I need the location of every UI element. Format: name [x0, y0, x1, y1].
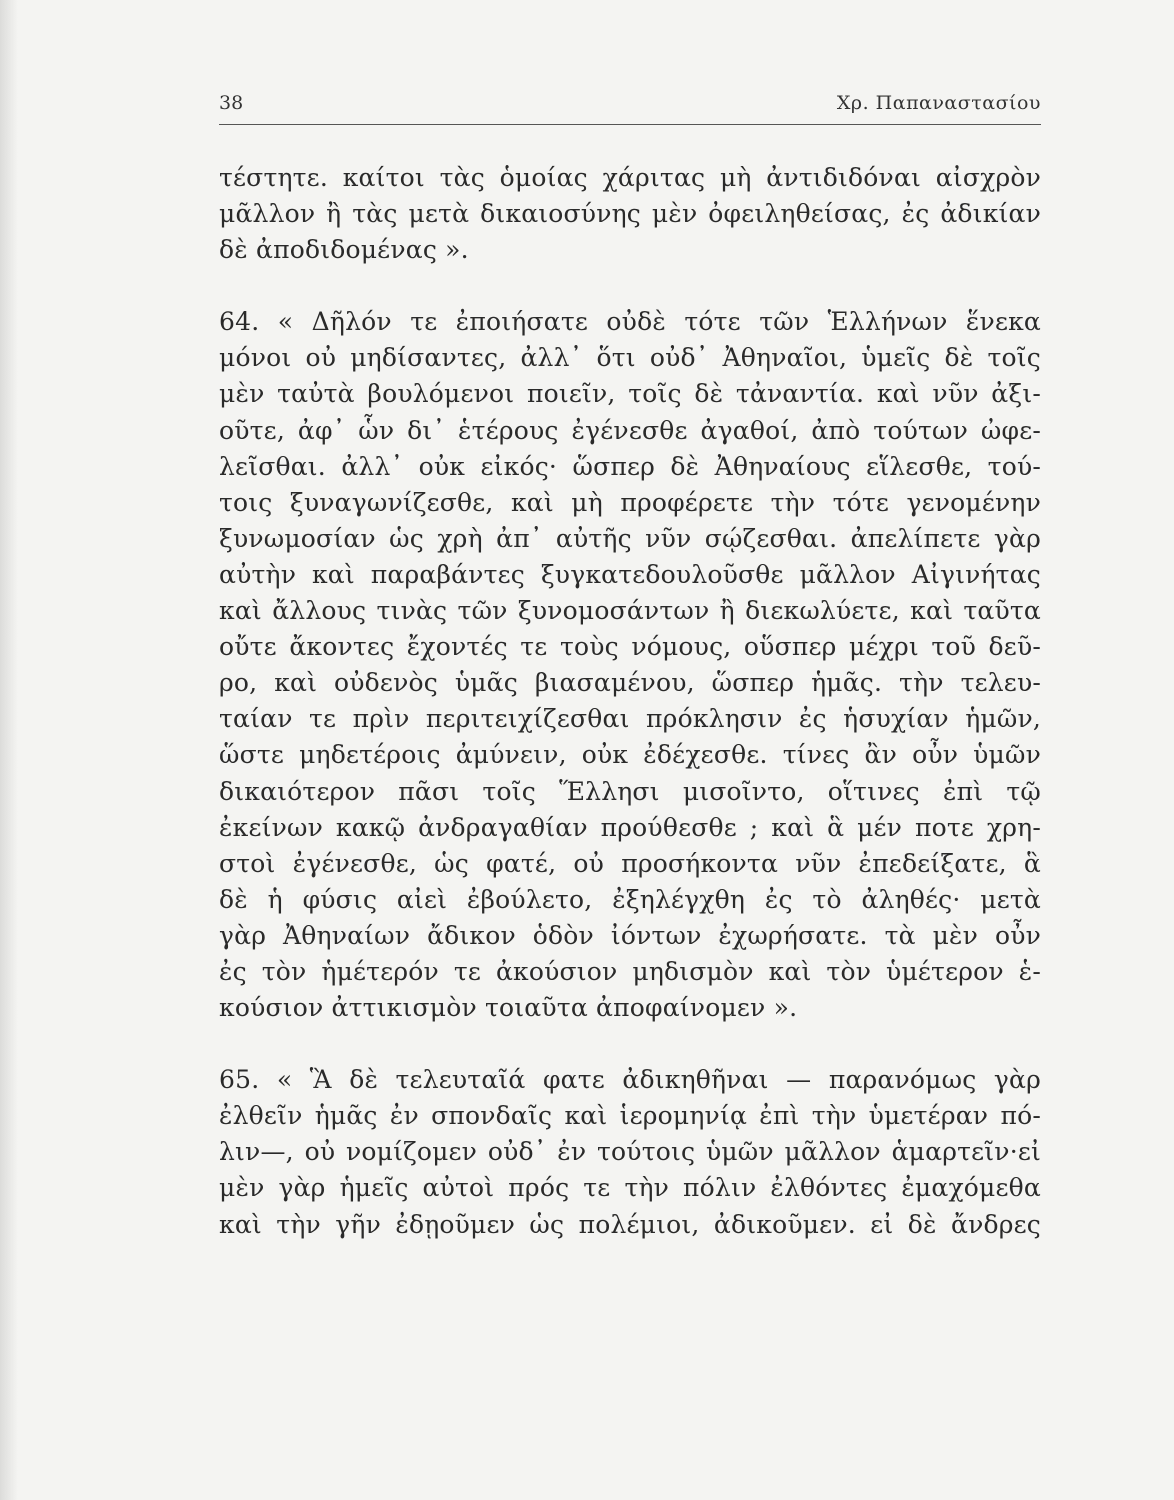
- text-line: μὲν ταὐτὰ βουλόμενοι ποιεῖν, τοῖς δὲ τἀναντία. καὶ νῦν ἀξι-: [219, 379, 1041, 409]
- text-line: λεῖσθαι. ἀλλ᾽ οὐκ εἰκός· ὥσπερ δὲ Ἀθηναίους εἵλεσθε, τού-: [219, 451, 1041, 481]
- text-line: λιν—, οὐ νομίζομεν οὐδ᾽ ἐν τούτοις ὑμῶν μᾶλλον ἁμαρτεῖν·εἰ: [219, 1137, 1041, 1167]
- text-line: ἐς τὸν ἡμέτερόν τε ἀκούσιον μηδισμὸν καὶ τὸν ὑμέτερον ἑ-: [219, 956, 1041, 986]
- text-line: οῦτε, ἀφ᾽ ὧν δι᾽ ἑτέρους ἐγένεσθε ἀγαθοί, ἀπὸ τούτων ὠφε-: [219, 415, 1041, 445]
- page-number: 38: [219, 92, 244, 114]
- text-line: τοις ξυναγωνίζεσθε, καὶ μὴ προφέρετε τὴν τότε γενομένην: [219, 487, 1041, 517]
- text-line: 65. « Ἃ δὲ τελευταῖά φατε ἀδικηθῆναι — παρανόμως γὰρ: [219, 1065, 1041, 1095]
- text-body: [219, 160, 1041, 1243]
- text-line: τέστητε. καίτοι τὰς ὁμοίας χάριτας μὴ ἀντιδιδόναι αἰσχρὸν: [219, 163, 1041, 192]
- text-line: στοὶ ἐγένεσθε, ὡς φατέ, οὐ προσήκοντα νῦν ἐπεδείξατε, ἃ: [219, 848, 1041, 878]
- text-line: δικαιότερον πᾶσι τοῖς Ἕλλησι μισοῖντο, οἵτινες ἐπὶ τῷ: [219, 776, 1041, 806]
- text-line: ρο, καὶ οὐδενὸς ὑμᾶς βιασαμένου, ὥσπερ ἡμᾶς. τὴν τελευ-: [219, 668, 1041, 698]
- text-line: ξυνωμοσίαν ὡς χρὴ ἀπ᾽ αὐτῆς νῦν σῴζεσθαι. ἀπελίπετε γὰρ: [219, 523, 1041, 553]
- running-head: Χρ. Παπαναστασίου: [836, 92, 1041, 114]
- text-line: οὔτε ἄκοντες ἔχοντές τε τοὺς νόμους, οὕσπερ μέχρι τοῦ δεῦ-: [219, 632, 1041, 662]
- paragraph-gap: [219, 1026, 1041, 1062]
- text-line: κούσιον ἀττικισμὸν τοιαῦτα ἀποφαίνομεν ».: [219, 993, 798, 1023]
- text-line: ἐκείνων κακῷ ἀνδραγαθίαν προύθεσθε ; καὶ ἃ μέν ποτε χρη-: [219, 812, 1041, 842]
- text-line: μὲν γὰρ ἡμεῖς αὐτοὶ πρός τε τὴν πόλιν ἐλθόντες ἐμαχόμεθα: [219, 1173, 1041, 1203]
- paragraph-gap: [219, 268, 1041, 304]
- header-rule: [219, 124, 1041, 125]
- text-line: ὥστε μηδετέροις ἀμύνειν, οὐκ ἐδέχεσθε. τίνες ἂν οὖν ὑμῶν: [219, 740, 1041, 770]
- text-line: αὐτὴν καὶ παραβάντες ξυγκατεδουλοῦσθε μᾶλλον Αἰγινήτας: [219, 559, 1041, 589]
- text-line: καὶ τὴν γῆν ἐδῃοῦμεν ὡς πολέμιοι, ἀδικοῦμεν. εἰ δὲ ἄνδρες: [219, 1209, 1041, 1239]
- text-line: δὲ ἀποδιδομένας ».: [219, 235, 469, 265]
- text-line: 64. « Δῆλόν τε ἐποιήσατε οὐδὲ τότε τῶν Ἑλλήνων ἕνεκα: [219, 307, 1041, 337]
- page-edge-shadow: [0, 0, 18, 1500]
- text-line: μᾶλλον ἢ τὰς μετὰ δικαιοσύνης μὲν ὀφειληθείσας, ἐς ἀδικίαν: [219, 199, 1041, 229]
- text-line: καὶ ἄλλους τινὰς τῶν ξυνομοσάντων ἢ διεκωλύετε, καὶ ταῦτα: [219, 596, 1041, 626]
- text-line: γὰρ Ἀθηναίων ἄδικον ὁδὸν ἰόντων ἐχωρήσατε. τὰ μὲν οὖν: [219, 920, 1041, 950]
- text-line: δὲ ἡ φύσις αἰεὶ ἐβούλετο, ἐξηλέγχθη ἐς τὸ ἀληθές· μετὰ: [219, 884, 1041, 914]
- text-line: ταίαν τε πρὶν περιτειχίζεσθαι πρόκλησιν ἐς ἡσυχίαν ἡμῶν,: [219, 704, 1041, 734]
- text-line: μόνοι οὐ μηδίσαντες, ἀλλ᾽ ὅτι οὐδ᾽ Ἀθηναῖοι, ὑμεῖς δὲ τοῖς: [219, 343, 1041, 373]
- text-line: ἐλθεῖν ἡμᾶς ἐν σπονδαῖς καὶ ἱερομηνίᾳ ἐπὶ τὴν ὑμετέραν πό-: [219, 1101, 1041, 1131]
- page-header: [219, 92, 1041, 122]
